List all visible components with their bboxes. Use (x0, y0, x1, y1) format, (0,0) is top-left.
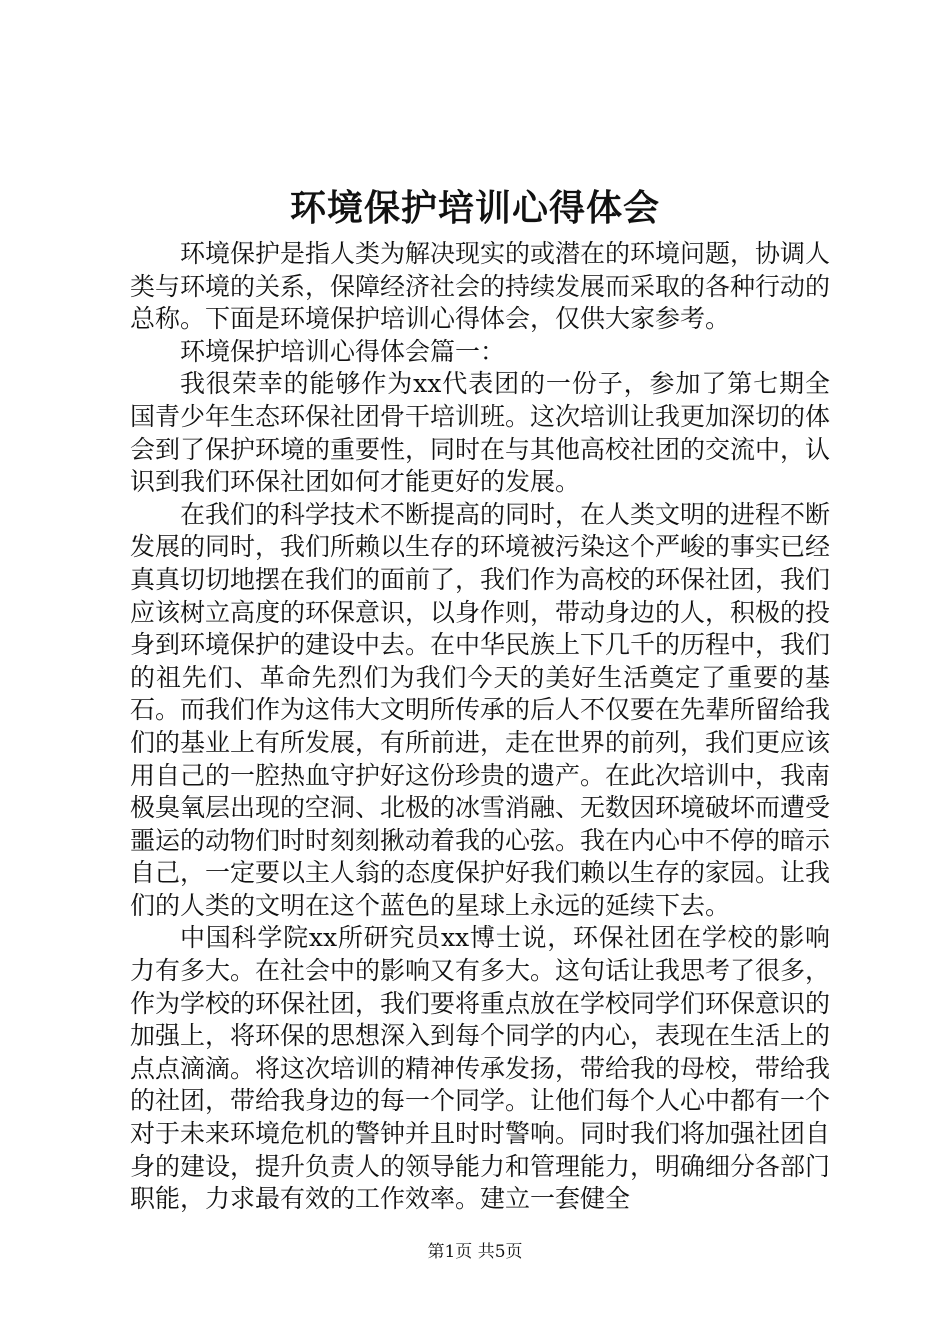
paragraph-1: 我很荣幸的能够作为xx代表团的一份子，参加了第七期全国青少年生态环保社团骨干培训班。这次培训让我更加深切的体会到了保护环境的重要性，同时在与其他高校社团的交流中，认识到我们环保社团如何才能更好的发展。 (130, 369, 831, 497)
paragraph-3: 中国科学院xx所研究员xx博士说，环保社团在学校的影响力有多大。在社会中的影响又有多大。这句话让我思考了很多，作为学校的环保社团，我们要将重点放在学校同学们环保意识的加强上，将环保的思想深入到每个同学的内心，表现在生活上的点点滴滴。将这次培训的精神传承发扬，带给我的母校，带给我的社团，带给我身边的每一个同学。让他们每个人心中都有一个对于未来环境危机的警钟并且时时警响。同时我们将加强社团自身的建设，提升负责人的领导能力和管理能力，明确细分各部门职能，力求最有效的工作效率。建立一套健全 (130, 923, 831, 1214)
document-body (130, 238, 830, 1216)
page-footer: 第1页 共5页 (427, 1242, 523, 1262)
paragraph-section-heading: 环境保护培训心得体会篇一： (180, 336, 506, 366)
document-title: 环境保护培训心得体会 (289, 187, 660, 229)
paragraph-intro: 环境保护是指人类为解决现实的或潜在的环境问题，协调人类与环境的关系，保障经济社会的持续发展而采取的各种行动的总称。下面是环境保护培训心得体会，仅供大家参考。 (130, 239, 831, 334)
paragraph-2: 在我们的科学技术不断提高的同时，在人类文明的进程不断发展的同时，我们所赖以生存的环境被污染这个严峻的事实已经真真切切地摆在我们的面前了，我们作为高校的环保社团，我们应该树立高度的环保意识，以身作则，带动身边的人，积极的投身到环境保护的建设中去。在中华民族上下几千的历程中，我们的祖先们、革命先烈们为我们今天的美好生活奠定了重要的基石。而我们作为这伟大文明所传承的后人不仅要在先辈所留给我们的基业上有所发展，有所前进，走在世界的前列，我们更应该用自己的一腔热血守护好这份珍贵的遗产。在此次培训中，我南极臭氧层出现的空洞、北极的冰雪消融、无数因环境破坏而遭受噩运的动物们时时刻刻揪动着我的心弦。我在内心中不停的暗示自己，一定要以主人翁的态度保护好我们赖以生存的家园。让我们的人类的文明在这个蓝色的星球上永远的延续下去。 (130, 499, 831, 920)
